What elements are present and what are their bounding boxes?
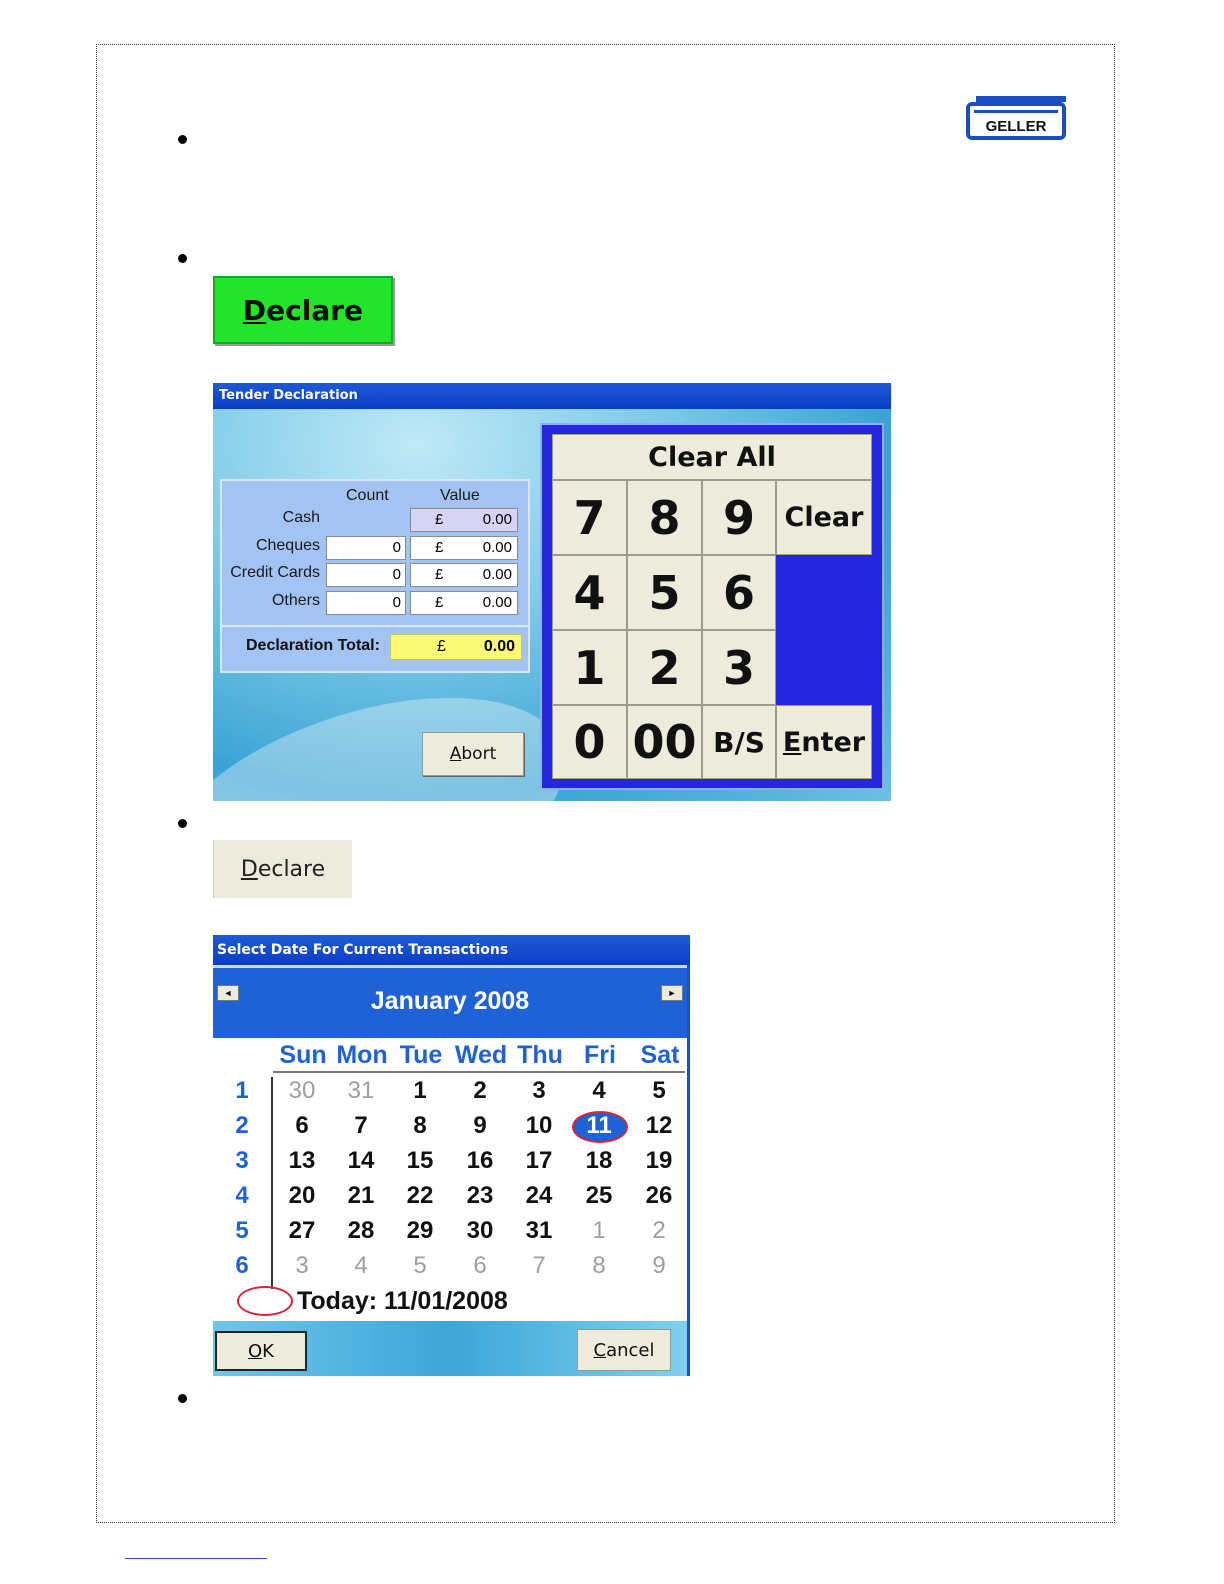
calendar-day[interactable]: 16 (466, 1147, 494, 1174)
calendar-day[interactable]: 6 (295, 1112, 309, 1139)
key-4[interactable]: 4 (552, 555, 627, 630)
bullet-point (178, 135, 187, 144)
calendar-day[interactable]: 1 (413, 1077, 427, 1104)
calendar-day[interactable]: 19 (645, 1147, 673, 1174)
calendar-day[interactable]: 5 (413, 1252, 427, 1279)
weekday-header: Sat (640, 1041, 680, 1069)
backspace-button[interactable]: B/S (702, 705, 776, 779)
calendar-day[interactable]: 9 (652, 1252, 666, 1279)
calendar-day[interactable]: 1 (592, 1217, 606, 1244)
calendar-day[interactable]: 20 (288, 1182, 316, 1209)
calendar-day[interactable]: 7 (532, 1252, 546, 1279)
week-number: 2 (235, 1112, 249, 1139)
ok-button[interactable]: O K (215, 1331, 307, 1371)
dialog-title: Tender Declaration (213, 383, 891, 409)
cheques-count-field[interactable]: 0 (326, 536, 406, 560)
prev-month-icon[interactable]: ◄ (217, 985, 239, 1001)
cash-value-field[interactable]: £ 0.00 (410, 508, 518, 532)
key-7[interactable]: 7 (552, 480, 627, 555)
weekday-header: Mon (336, 1041, 388, 1069)
enter-button[interactable]: E nter (776, 705, 872, 779)
calendar-day[interactable]: 18 (585, 1147, 613, 1174)
cheques-value-field[interactable]: £ 0.00 (410, 536, 518, 560)
calendar-day[interactable]: 17 (525, 1147, 553, 1174)
weekday-header: Fri (584, 1041, 616, 1069)
calendar-day[interactable]: 29 (406, 1217, 434, 1244)
next-month-icon[interactable]: ► (661, 985, 683, 1001)
clear-all-button[interactable]: Clear All (552, 434, 872, 480)
declare-button-grey[interactable]: D eclare (213, 840, 352, 898)
calendar-day[interactable]: 3 (295, 1252, 309, 1279)
calendar-day[interactable]: 31 (347, 1077, 375, 1104)
declare-button-green[interactable]: D eclare (213, 276, 393, 344)
calendar-day[interactable]: 2 (473, 1077, 487, 1104)
calendar-day[interactable]: 4 (592, 1077, 606, 1104)
calendar-day[interactable]: 23 (466, 1182, 494, 1209)
week-number: 1 (235, 1077, 249, 1104)
bullet-point (178, 1394, 187, 1403)
key-3[interactable]: 3 (702, 630, 776, 705)
row-label-cash: Cash (282, 509, 320, 526)
row-label-cheques: Cheques (255, 537, 320, 554)
footer-rule (125, 1558, 267, 1559)
key-9[interactable]: 9 (702, 480, 776, 555)
calendar-day[interactable]: 4 (354, 1252, 368, 1279)
calendar-day[interactable]: 24 (525, 1182, 553, 1209)
background-swoosh (213, 653, 594, 801)
value-header: Value (440, 487, 480, 504)
abort-button[interactable]: A bort (422, 732, 524, 776)
tender-panel (220, 479, 530, 673)
calendar-day[interactable]: 9 (473, 1112, 487, 1139)
calendar-day[interactable]: 10 (525, 1112, 553, 1139)
weekday-separator (273, 1071, 685, 1073)
declaration-total-label: Declaration Total: (246, 637, 380, 654)
others-count-field[interactable]: 0 (326, 591, 406, 615)
key-1[interactable]: 1 (552, 630, 627, 705)
calendar-day[interactable]: 7 (354, 1112, 368, 1139)
week-number: 4 (235, 1182, 249, 1209)
calendar-day[interactable]: 30 (288, 1077, 316, 1104)
month-title: January 2008 (370, 987, 530, 1015)
calendar-day[interactable]: 21 (347, 1182, 375, 1209)
calendar-day[interactable]: 22 (406, 1182, 434, 1209)
calendar-day[interactable]: 27 (288, 1217, 316, 1244)
bullet-point (178, 254, 187, 263)
row-label-credit-cards: Credit Cards (230, 564, 320, 581)
panel-divider (222, 625, 528, 627)
calendar-day[interactable]: 8 (413, 1112, 427, 1139)
weekday-header: Thu (517, 1041, 563, 1069)
calendar-day[interactable]: 13 (288, 1147, 316, 1174)
weekday-header: Sun (279, 1041, 327, 1069)
calendar-day[interactable]: 2 (652, 1217, 666, 1244)
week-number: 5 (235, 1217, 249, 1244)
declaration-total-value: £ 0.00 (390, 634, 522, 660)
calendar-day[interactable]: 3 (532, 1077, 546, 1104)
key-0[interactable]: 0 (552, 705, 627, 779)
week-number: 6 (235, 1252, 249, 1279)
numeric-keypad (540, 423, 884, 790)
today-marker (237, 1286, 293, 1316)
calendar-day[interactable]: 6 (473, 1252, 487, 1279)
calendar-day[interactable]: 26 (645, 1182, 673, 1209)
cancel-button[interactable]: C ancel (577, 1329, 671, 1371)
calendar-day[interactable]: 28 (347, 1217, 375, 1244)
key-2[interactable]: 2 (627, 630, 702, 705)
tender-declaration-dialog (213, 383, 891, 801)
credit-cards-value-field[interactable]: £ 0.00 (410, 563, 518, 587)
row-label-others: Others (271, 592, 320, 609)
calendar-day[interactable]: 14 (347, 1147, 375, 1174)
weekday-header: Tue (399, 1041, 443, 1069)
calendar-day[interactable]: 15 (406, 1147, 434, 1174)
clear-button[interactable]: Clear (776, 480, 872, 555)
key-00[interactable]: 00 (627, 705, 702, 779)
logo-text: GELLER (985, 118, 1047, 135)
key-5[interactable]: 5 (627, 555, 702, 630)
calendar-day-selected[interactable]: 11 (586, 1112, 612, 1139)
calendar-day[interactable]: 12 (645, 1112, 673, 1139)
calendar-day[interactable]: 31 (525, 1217, 553, 1244)
bullet-point (178, 819, 187, 828)
today-label[interactable]: Today: 11/01/2008 (297, 1287, 508, 1315)
geller-logo (966, 96, 1066, 140)
count-header: Count (346, 487, 389, 504)
weekday-header: Wed (454, 1041, 508, 1069)
week-number: 3 (235, 1147, 249, 1174)
dialog-title: Select Date For Current Transactions (213, 935, 690, 965)
key-6[interactable]: 6 (702, 555, 776, 630)
select-date-dialog (213, 935, 690, 1376)
others-value-field[interactable]: £ 0.00 (410, 591, 518, 615)
calendar-day[interactable]: 8 (592, 1252, 606, 1279)
credit-cards-count-field[interactable]: 0 (326, 563, 406, 587)
calendar-day[interactable]: 30 (466, 1217, 494, 1244)
calendar-day[interactable]: 5 (652, 1077, 666, 1104)
calendar-day[interactable]: 25 (585, 1182, 613, 1209)
key-8[interactable]: 8 (627, 480, 702, 555)
